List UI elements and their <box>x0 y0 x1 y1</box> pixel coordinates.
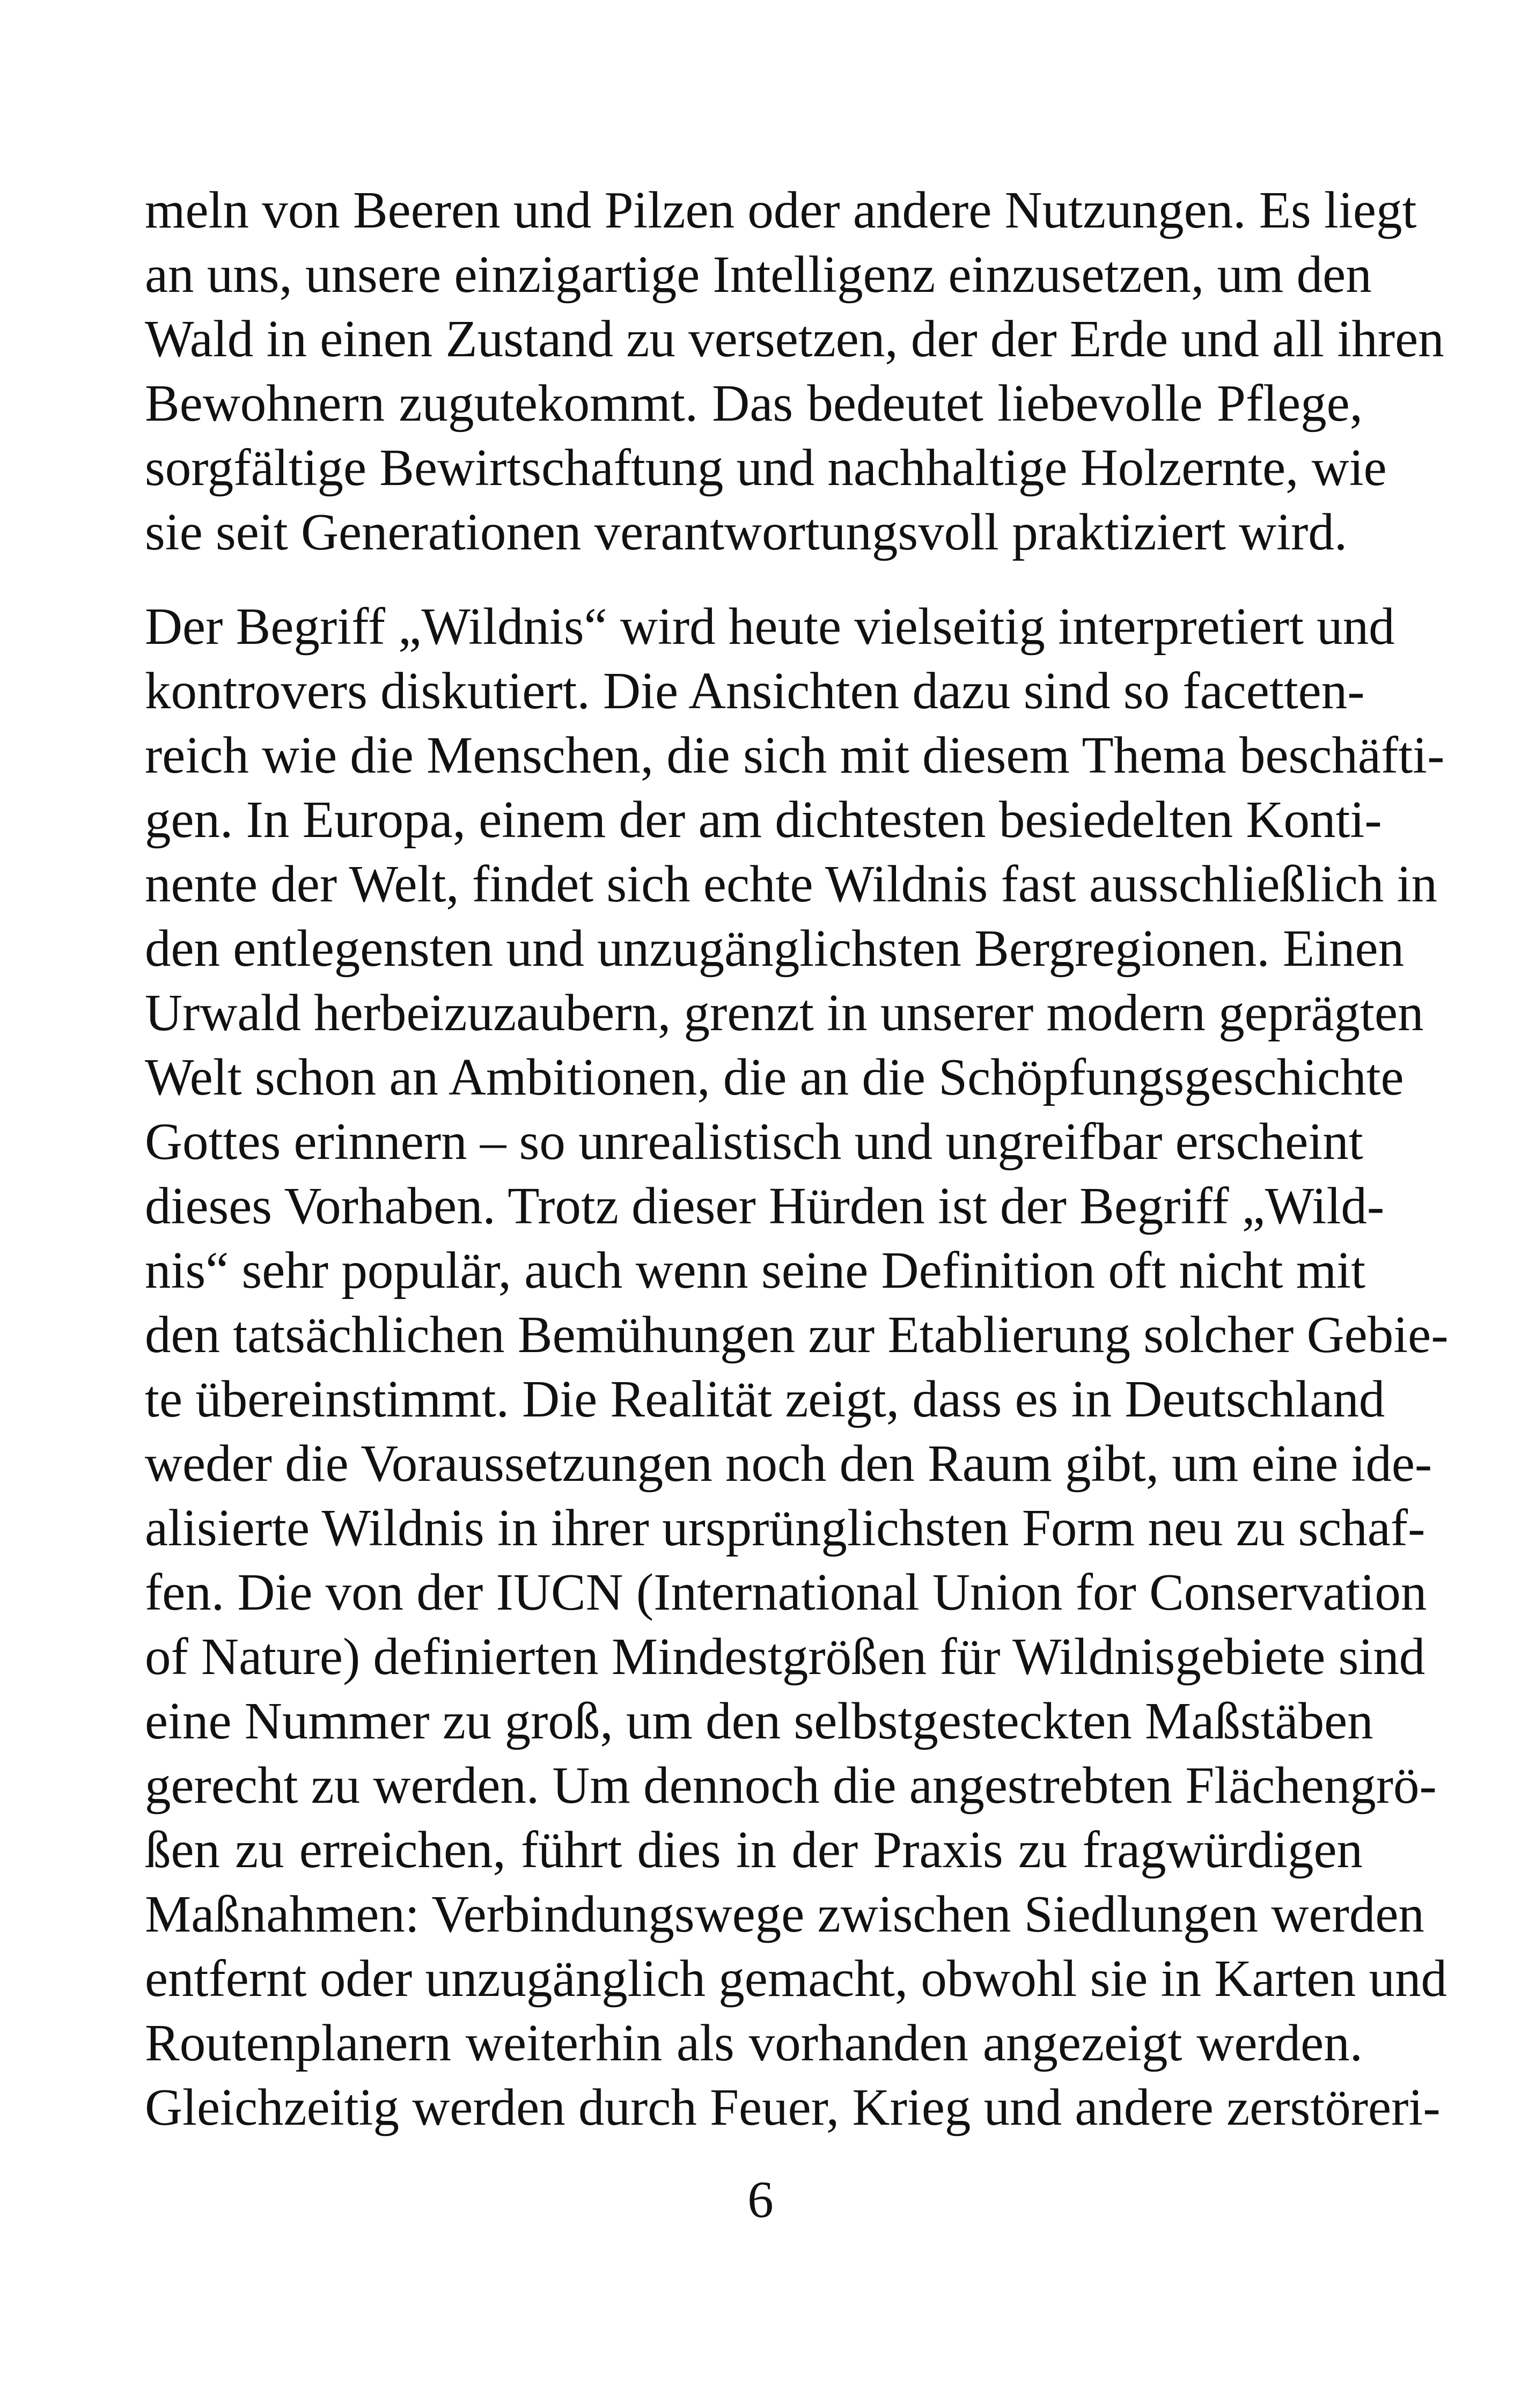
text-line: ßen zu erreichen, führt dies in der Praxis zu fragwürdigen <box>145 1821 1363 1878</box>
text-line: Routenplanern weiterhin als vorhanden angezeigt werden. <box>145 2014 1363 2072</box>
text-line: te übereinstimmt. Die Realität zeigt, dass es in Deutschland <box>145 1370 1385 1428</box>
text-line: alisierte Wildnis in ihrer ursprünglichsten Form neu zu schaf- <box>145 1499 1426 1557</box>
text-line: sorgfältige Bewirtschaftung und nachhaltige Holzernte, wie <box>145 439 1387 496</box>
text-line: Gottes erinnern – so unrealistisch und ungreifbar erscheint <box>145 1113 1363 1170</box>
text-line: Maßnahmen: Verbindungswege zwischen Siedlungen werden <box>145 1885 1424 1943</box>
text-line: Urwald herbeizuzaubern, grenzt in unserer modern geprägten <box>145 984 1424 1041</box>
paragraph-2 <box>145 594 1449 2140</box>
text-line: fen. Die von der IUCN (International Union for Conservation <box>145 1563 1427 1621</box>
text-line: Der Begriff „Wildnis“ wird heute vielseitig interpretiert und <box>145 598 1395 655</box>
text-line: den entlegensten und unzugänglichsten Bergregionen. Einen <box>145 920 1405 977</box>
text-line: of Nature) definierten Mindestgrößen für Wildnisgebiete sind <box>145 1628 1426 1685</box>
text-line: kontrovers diskutiert. Die Ansichten dazu sind so facetten- <box>145 662 1365 720</box>
text-line: Gleichzeitig werden durch Feuer, Krieg und andere zerstöreri- <box>145 2079 1441 2136</box>
text-line: gerecht zu werden. Um dennoch die angestrebten Flächengrö- <box>145 1757 1437 1814</box>
paragraph-1 <box>145 178 1444 564</box>
text-line: sie seit Generationen verantwortungsvoll praktiziert wird. <box>145 503 1348 561</box>
text-line: Wald in einen Zustand zu versetzen, der der Erde und all ihren <box>145 310 1444 368</box>
text-line: an uns, unsere einzigartige Intelligenz einzusetzen, um den <box>145 246 1372 303</box>
text-line: reich wie die Menschen, die sich mit diesem Thema beschäfti- <box>145 726 1445 784</box>
text-line: dieses Vorhaben. Trotz dieser Hürden ist der Begriff „Wild- <box>145 1177 1385 1235</box>
page-number: 6 <box>747 2171 774 2228</box>
text-line: meln von Beeren und Pilzen oder andere Nutzungen. Es liegt <box>145 181 1417 239</box>
text-line: entfernt oder unzugänglich gemacht, obwohl sie in Karten und <box>145 1950 1447 2007</box>
text-line: eine Nummer zu groß, um den selbstgesteckten Maßstäben <box>145 1692 1373 1750</box>
text-line: gen. In Europa, einem der am dichtesten besiedelten Konti- <box>145 791 1382 848</box>
text-line: den tatsächlichen Bemühungen zur Etablierung solcher Gebie- <box>145 1306 1449 1363</box>
text-line: nente der Welt, findet sich echte Wildnis fast ausschließlich in <box>145 855 1438 913</box>
text-line: Bewohnern zugutekommt. Das bedeutet liebevolle Pflege, <box>145 375 1363 432</box>
text-line: Welt schon an Ambitionen, die an die Schöpfungsgeschichte <box>145 1048 1404 1106</box>
text-line: nis“ sehr populär, auch wenn seine Definition oft nicht mit <box>145 1242 1366 1299</box>
text-line: weder die Voraussetzungen noch den Raum gibt, um eine ide- <box>145 1435 1432 1492</box>
